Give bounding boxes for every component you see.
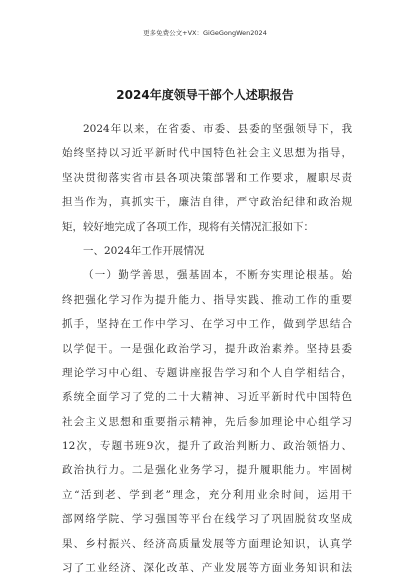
body-line: 2024年以来，在省委、市委、县委的坚强领导下，我: [83, 123, 352, 135]
body-line: 坚决贯彻落实省市县各项决策部署和工作要求，履职尽责: [62, 171, 352, 184]
body-line: 果、乡村振兴、经济高质量发展等方面理论知识，认真学: [62, 537, 352, 550]
body-line: 担当作为，真抓实干，廉洁自律，严守政治纪律和政治规: [62, 196, 352, 209]
body-line: 抓手，坚持在工作中学习、在学习中工作，做到学思结合: [62, 318, 352, 331]
body-line: （一）勤学善思，强基固本，不断夯实理论根基。始: [83, 269, 352, 282]
body-line: 始终坚持以习近平新时代中国特色社会主义思想为指导，: [62, 147, 352, 160]
section-heading: 一、2024年工作开展情况: [83, 244, 205, 257]
header-note: 更多免费公文+VX：GiGeGongWen2024: [143, 29, 267, 37]
document-body: [62, 117, 352, 580]
body-line: 系统全面学习了党的二十大精神、习近平新时代中国特色: [62, 391, 352, 404]
body-line: 理论学习中心组、专题讲座报告学习和个人自学相结合，: [62, 366, 352, 379]
body-line: 以学促干。一是强化政治学习，提升政治素养。坚持县委: [62, 342, 352, 355]
body-line: 社会主义思想和重要指示精神，先后参加理论中心组学习: [62, 415, 352, 428]
body-line: 政治执行力。二是强化业务学习，提升履职能力。牢固树: [62, 464, 352, 477]
body-line: 12次，专题书班9次，提升了政治判断力、政治领悟力、: [62, 440, 352, 453]
document-title: 2024年度领导干部个人述职报告: [116, 88, 294, 102]
body-line: 终把强化学习作为提升能力、指导实践、推动工作的重要: [62, 293, 352, 306]
body-line: 部网络学院、学习强国等平台在线学习了巩固脱贫攻坚成: [62, 513, 352, 526]
body-line: 立“活到老、学到老”理念，充分利用业余时间，运用干: [62, 488, 352, 501]
body-line: 习了工业经济、深化改革、产业发展等方面业务知识和法: [62, 562, 352, 575]
body-line: 矩，较好地完成了各项工作，现将有关情况汇报如下：: [62, 220, 314, 233]
